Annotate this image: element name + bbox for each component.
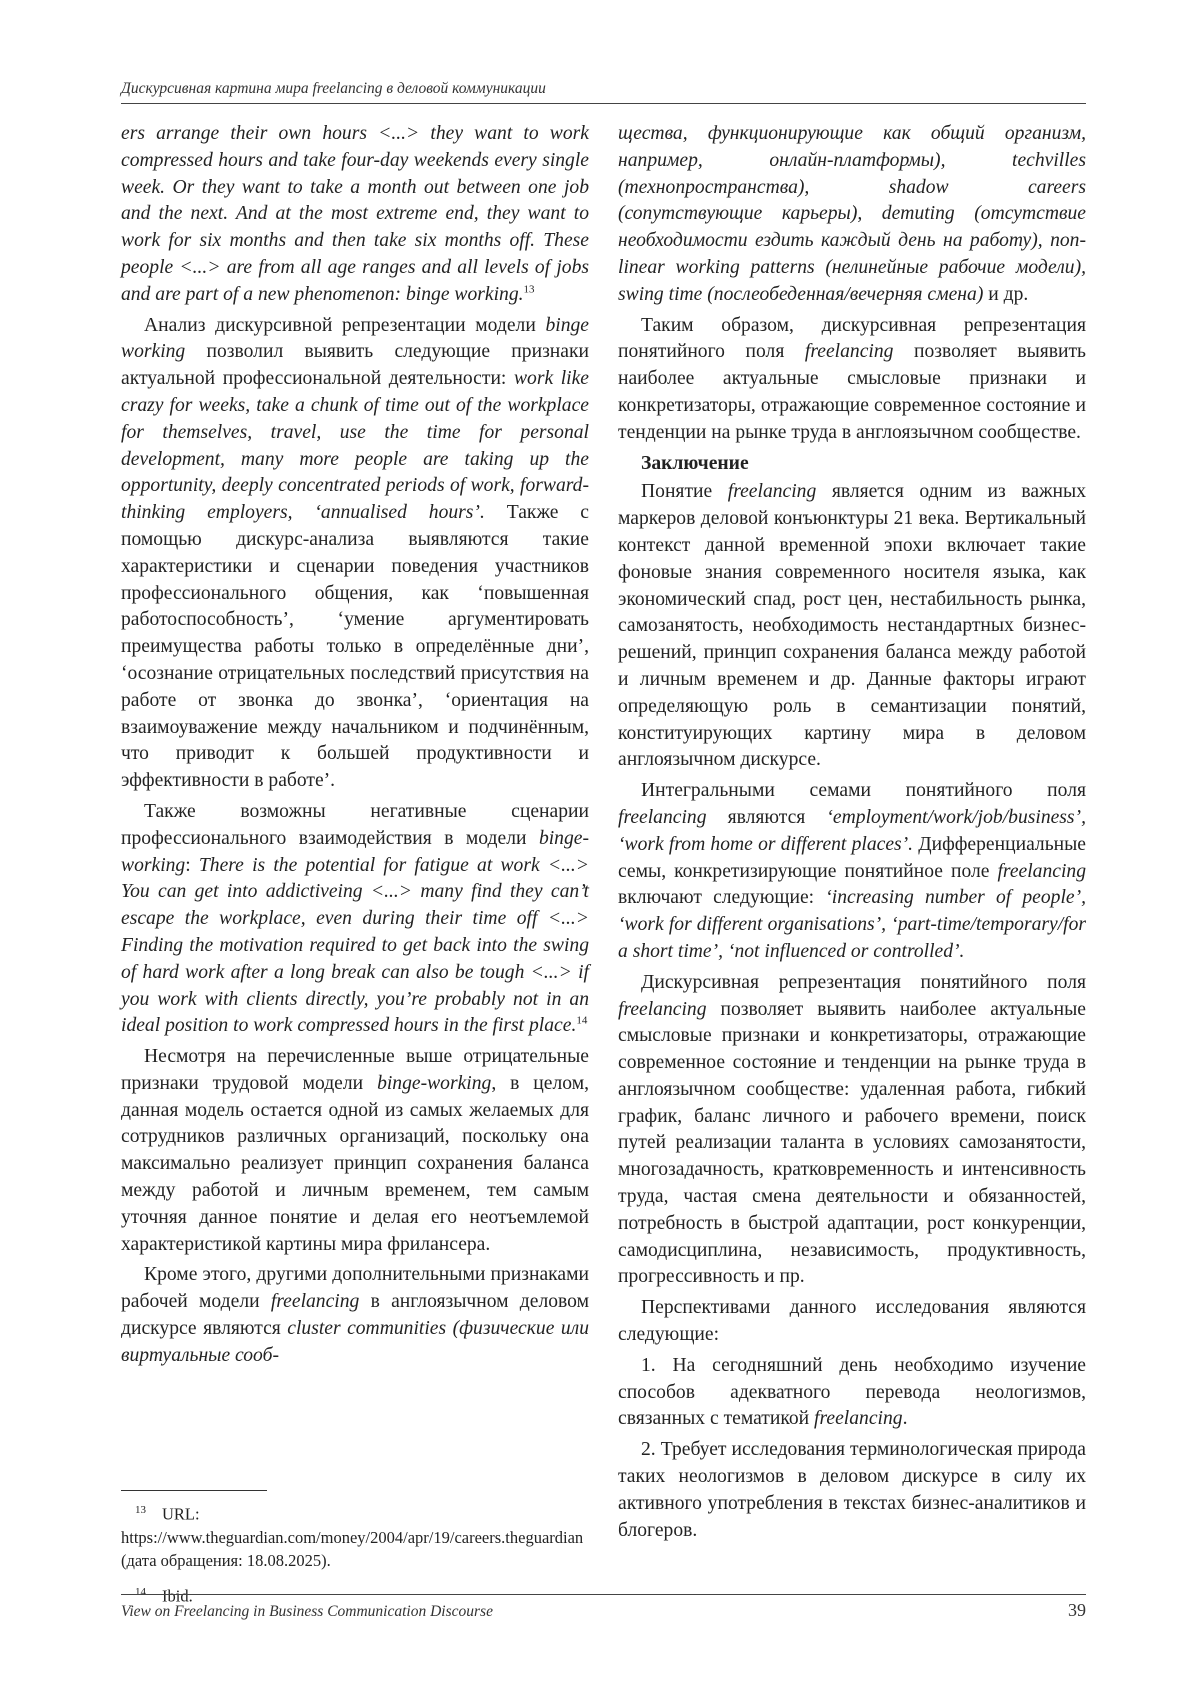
paragraph-continued-list: щества, функционирующие как общий организм, например, онлайн-платформы), techvilles (технопространства), shadow careers (сопутствующие карьеры), demuting (отсутствие необходимости ездить каждый день на работу), non-linear working patterns (нелинейные рабочие модели), swing time (послеобеденная/вечерняя смена) и др.	[618, 123, 1086, 305]
footnotes	[121, 1499, 589, 1616]
header-divider	[121, 103, 1086, 104]
paragraph-perspective-2: 2. Требует исследования терминологическая природа таких неологизмов в деловом дискурсе в силу их активного употребления в текстах бизнес-аналитиков и блогеров.	[618, 1439, 1086, 1541]
paragraph-binge-working-analysis: Анализ дискурсивной репрезентации модели binge working позволил выявить следующие признаки актуальной профессиональной деятельности: work like crazy for weeks, take a chunk of time out of the workplace for themselves, travel, use the time for personal development, many more people are taking up the opportunity, deeply concentrated periods of work, forward-thinking employers, ‘annualised hours’. Также с помощью дискурс-анализа выявляются такие характеристики и сценарии поведения участников профессионального общения, как ‘повышенная работоспособность’, ‘умение аргументировать преимущества работы только в определённые дни’, ‘осознание отрицательных последствий присутствия на работе от звонка до звонка’, ‘ориентация на взаимоуважение между начальником и подчинённым, что приводит к большей продуктивности и эффективности в работе’.	[121, 314, 590, 792]
footnote-13	[121, 1499, 589, 1572]
paragraph-summary: Таким образом, дискурсивная репрезентация понятийного поля freelancing позволяет выявить наиболее актуальные смысловые признаки и конкретизаторы, отражающие современное состояние и тенденции на рынке труда в англоязычном сообществе.	[618, 314, 1086, 443]
running-footer: View on Freelancing in Business Communication Discourse	[121, 1603, 493, 1620]
paragraph-perspective-1: 1. На сегодняшний день необходимо изучение способов адекватного перевода неологизмов, связанных с тематикой freelancing.	[618, 1354, 1086, 1430]
footnote-ref-14[interactable]: 14	[576, 1014, 588, 1027]
paragraph-quote-continued	[121, 121, 589, 309]
page-number: 39	[1068, 1600, 1086, 1620]
paragraph-discursive-representation: Дискурсивная репрезентация понятийного поля freelancing позволяет выявить наиболее актуальные смысловые признаки и конкретизаторы, отражающие современное состояние и тенденции на рынке труда в англоязычном сообществе: удаленная работа, гибкий график, баланс личного и рабочего времени, поиск путей реализации таланта в условиях самозанятости, многозадачность, кратковременность и интенсивность труда, частая смена деятельности и обязанностей, потребность в быстрой адаптации, рост конкуренции, самодисциплина, независимость, продуктивность, прогрессивность и пр.	[618, 971, 1086, 1288]
footnote-number: 13	[135, 1504, 146, 1516]
running-header: Дискурсивная картина мира freelancing в деловой коммуникации	[121, 80, 546, 97]
quote-text: ers arrange their own hours <...> they want to work compressed hours and take four-day weekends every single week. Or they want to take a month out between one job and the next. And at the most extreme end, they want to work for six months and then take six months off. These people <...> are from all age ranges and all levels of jobs and are part of a new phenomenon: binge working.	[121, 123, 589, 305]
paragraph-perspectives: Перспективами данного исследования являются следующие:	[618, 1297, 1086, 1346]
footnote-number: 14	[135, 1585, 146, 1598]
footnote-divider	[121, 1490, 267, 1491]
left-column	[121, 121, 589, 1374]
paragraph-despite-negatives: Несмотря на перечисленные выше отрицательные признаки трудовой модели binge-working, в целом, данная модель остается одной из самых желаемых для сотрудников различных организаций, поскольку она максимально реализует принцип сохранения баланса между работой и личным временем, тем самым уточняя данное понятие и делая его неотъемлемой характеристикой картины мира фрилансера.	[121, 1046, 589, 1255]
footnote-text[interactable]: URL: https://www.theguardian.com/money/2004/apr/19/careers.theguardian (дата обращения: 18.08.2025).	[121, 1504, 584, 1570]
footer-divider	[121, 1594, 1086, 1595]
paragraph-conclusion-concept: Понятие freelancing является одним из важных маркеров деловой конъюнктуры 21 века. Вертикальный контекст данной временной эпохи включает такие фоновые знания современного носителя языка, как экономический спад, рост цен, нестабильность рынка, самозанятость, необходимость нестандартных бизнес-решений, принцип сохранения баланса между работой и личным временем и др. Данные факторы играют определяющую роль в семантизации понятий, конституирующих картину мира в деловом англоязычном дискурсе.	[618, 481, 1087, 771]
footnote-ref-13[interactable]: 13	[523, 283, 535, 296]
section-heading-conclusion: Заключение	[641, 452, 749, 474]
paragraph-negative-scenarios: Также возможны негативные сценарии профессионального взаимодействия в модели binge-working: There is the potential for fatigue at work <...> You can get into addictiveing <...> many find they can’t escape the workplace, even during their time off <...> Finding the motivation required to get back into the swing of hard work after a long break can also be tough <...> if you work with clients directly, you’re probably not in an ideal position to work compressed hours in the first place.$^{14}$	[121, 800, 589, 1037]
footnote-text: Ibid.	[162, 1586, 193, 1605]
paragraph-integral-semes: Интегральными семами понятийного поля freelancing являются ‘employment/work/job/business’, ‘work from home or different places’. Дифференциальные семы, конкретизирующие понятийное поле freelancing включают следующие: ‘increasing number of people’, ‘work for different organisations’, ‘part-time/temporary/for a short time’, ‘not influenced or controlled’.	[618, 780, 1087, 962]
paragraph-additional-features: Кроме этого, другими дополнительными признаками рабочей модели freelancing в англоязычном деловом дискурсе являются cluster communities (физические или виртуальные сооб-	[121, 1264, 590, 1366]
right-column	[618, 121, 1086, 1548]
